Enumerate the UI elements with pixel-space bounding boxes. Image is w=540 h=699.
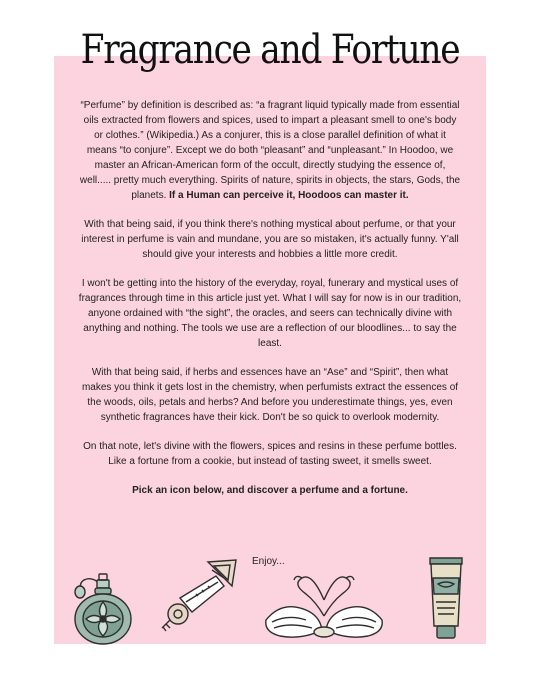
paragraph-divine: On that note, let's divine with the flowers, spices and resins in these perfume bottles. Like a fortune from a cookie, but instead of tasting sweet, it smells sweet. [83,441,457,467]
paragraph-essences: With that being said, if herbs and essences have an “Ase” and “Spirit”, then what makes you think it gets lost in the chemistry, when perfumists extract the essences of the woods, oils, petals and herbs? And before you underestimate things, yes, even synthetic fragrances have their kick. Don't be so quick to overlook modernity. [81,367,459,423]
perfume-atomizer-icon[interactable] [70,566,136,646]
paragraph-intro [78,98,462,203]
paragraph-intro-text: “Perfume” by definition is described as: “a fragrant liquid typically made from essential oils extracted from flowers and spices, used to impart a pleasant smell to one's body or clothes.” (Wikipedia.) As a conjurer, this is a close parallel definition of what it means “to conjure”. Except we do both “pleasant” and “unpleasant.” In Hoodoo, we master an African-American form of the occult, directly studying the essence of, well..... pretty much everything. Spirits of nature, spirits in objects, the stars, Gods, the planets. [79,100,461,201]
page-title: Fragrance and Fortune [80,27,460,73]
key-bottle-icon[interactable] [158,556,240,634]
enjoy-label: Enjoy... [252,556,285,567]
paragraph-history: I won't be getting into the history of the everyday, royal, funerary and mystical uses of fragrances through time in this article just yet. What I will say for now is in our tradition, anyone ordained with “the sight”, the oracles, and seers can technically divine with anything and nothing. The tools we use are a reflection of our bloodlines... to say the least. [78,278,462,349]
article-body [78,98,462,512]
swans-heart-icon[interactable] [262,570,386,644]
paragraph-intro-bold: If a Human can perceive it, Hoodoos can master it. [169,190,409,201]
call-to-action: Pick an icon below, and discover a perfume and a fortune. [132,485,408,496]
lotion-tube-icon[interactable] [426,554,466,642]
paragraph-perfume-mystical: With that being said, if you think there's nothing mystical about perfume, or that your interest in perfume is vain and mundane, you are so mistaken, it's actually funny. Y'all should give your interests and hobbies a little more credit. [81,219,459,260]
